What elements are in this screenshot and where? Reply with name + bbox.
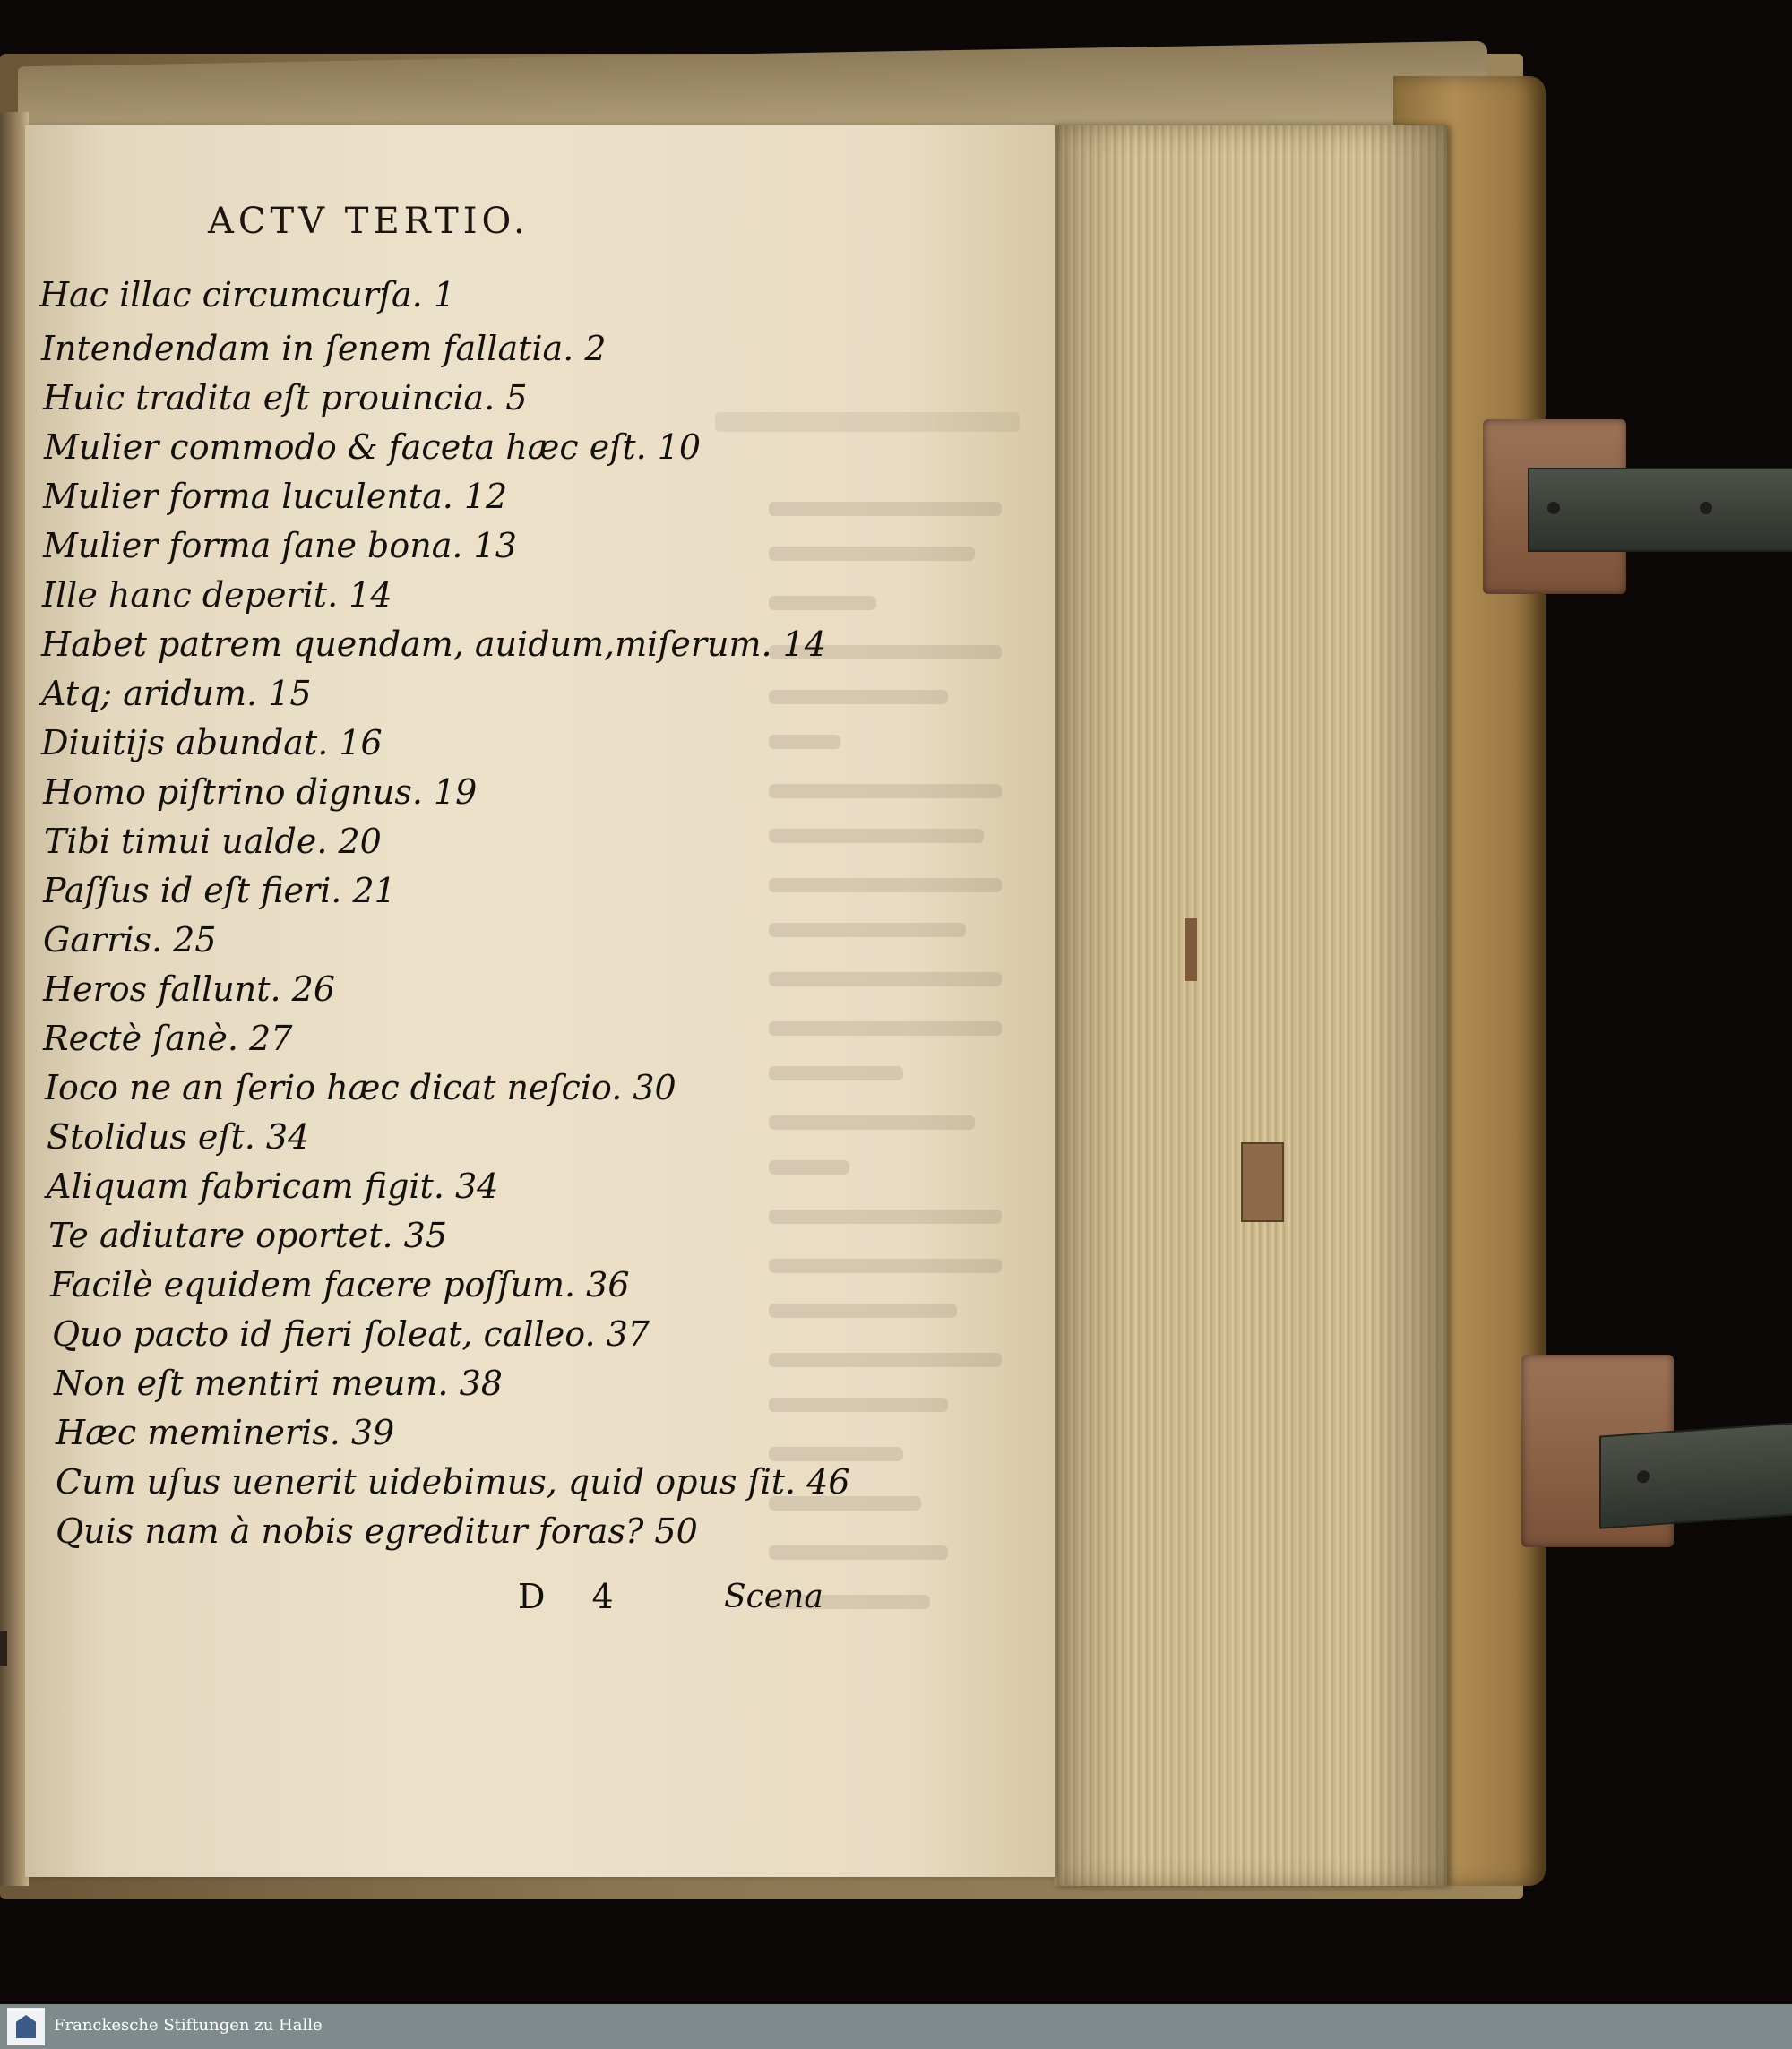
institution-logo-icon — [7, 2008, 45, 2045]
list-item: Huic tradita eſt prouincia. 5 — [43, 378, 528, 418]
rivet-icon — [1547, 502, 1560, 514]
list-item: Mulier forma luculenta. 12 — [43, 477, 508, 516]
page-fore-edge — [1053, 125, 1447, 1886]
edge-tab-large — [1241, 1142, 1284, 1222]
list-item: Quo pacto id fieri ſoleat, calleo. 37 — [52, 1314, 650, 1354]
list-item: Stolidus eſt. 34 — [47, 1117, 310, 1157]
clasp-strap-upper — [1528, 468, 1792, 552]
list-item: Aliquam fabricam figit. 34 — [47, 1167, 499, 1206]
running-head: ACTV TERTIO. — [208, 201, 530, 242]
list-item: Ille hanc deperit. 14 — [42, 575, 392, 615]
clasp-strap-lower — [1599, 1422, 1792, 1528]
list-item: Paſſus id eſt fieri. 21 — [43, 871, 396, 910]
list-item: Tibi timui ualde. 20 — [44, 822, 382, 861]
list-item: Rectè ſanè. 27 — [43, 1019, 293, 1058]
list-item: Non eſt mentiri meum. 38 — [54, 1364, 503, 1403]
list-item: Intendendam in ſenem fallatia. 2 — [41, 329, 607, 368]
list-item: Mulier forma ſane bona. 13 — [43, 526, 517, 565]
catchword: Scena — [724, 1579, 823, 1615]
rivet-icon — [1700, 502, 1712, 514]
left-edge-mark — [0, 1631, 7, 1666]
list-item: Habet patrem quendam, auidum,miſerum. 14 — [41, 624, 827, 664]
list-item: Cum uſus uenerit uidebimus, quid opus ſit. 46 — [56, 1462, 850, 1502]
list-item: Diuitijs abundat. 16 — [41, 723, 383, 762]
institution-name: Franckesche Stiftungen zu Halle — [54, 2016, 323, 2035]
list-item: Heros fallunt. 26 — [43, 969, 336, 1009]
list-item: Hac illac circumcurſa. 1 — [39, 275, 455, 314]
list-item: Homo piſtrino dignus. 19 — [43, 772, 478, 812]
list-item: Te adiutare oportet. 35 — [48, 1216, 448, 1255]
list-item: Garris. 25 — [43, 920, 217, 960]
rivet-icon — [1637, 1470, 1650, 1484]
signature-mark: D 4 — [518, 1577, 632, 1616]
edge-tab-small — [1185, 918, 1197, 981]
list-item: Ioco ne an ſerio hæc dicat neſcio. 30 — [45, 1068, 676, 1107]
institution-banner — [0, 2004, 1792, 2049]
list-item: Atq; aridum. 15 — [41, 674, 312, 713]
list-item: Mulier commodo & faceta hæc eſt. 10 — [44, 427, 702, 467]
list-item: Hæc memineris. 39 — [56, 1413, 395, 1452]
list-item: Facilè equidem facere poſſum. 36 — [50, 1265, 630, 1304]
list-item: Quis nam à nobis egreditur foras? 50 — [56, 1511, 698, 1551]
